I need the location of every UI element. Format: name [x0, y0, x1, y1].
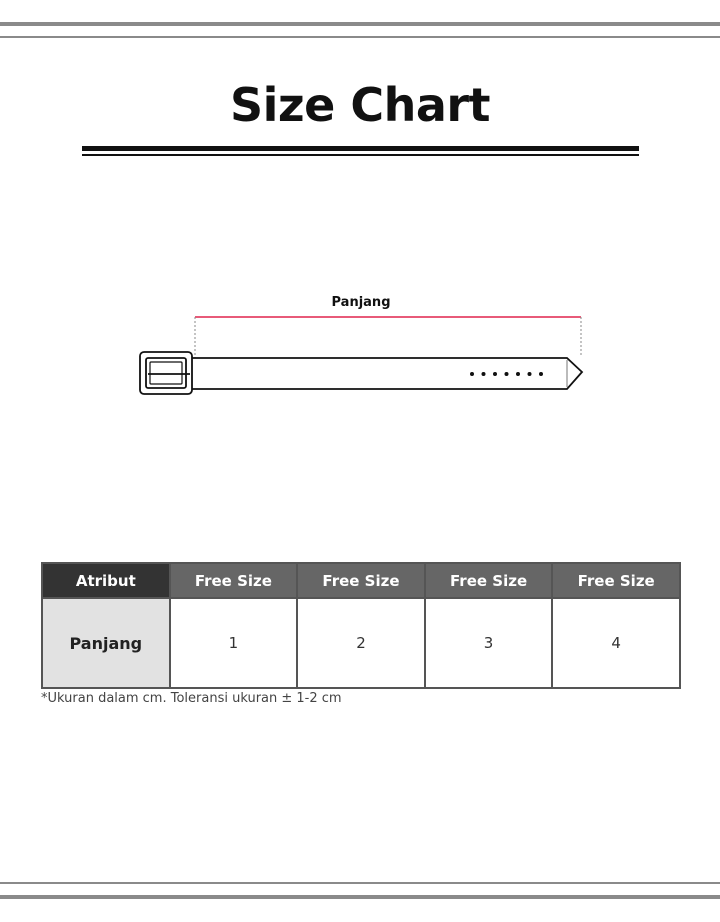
belt-strap	[190, 358, 582, 389]
header-size-1: Free Size	[170, 563, 298, 598]
top-border-inner	[0, 36, 720, 38]
measure-label: Panjang	[331, 295, 391, 310]
table-cell: 3	[425, 598, 553, 688]
belt-hole	[528, 372, 532, 376]
header-atribut: Atribut	[42, 563, 170, 598]
belt-diagram	[0, 280, 720, 400]
size-table	[41, 562, 681, 689]
belt-hole	[493, 372, 497, 376]
header-size-4: Free Size	[552, 563, 680, 598]
header-size-2: Free Size	[297, 563, 425, 598]
page-title: Size Chart	[229, 78, 491, 132]
belt-hole	[482, 372, 486, 376]
table-cell: 4	[552, 598, 680, 688]
belt-hole	[539, 372, 543, 376]
belt-hole	[470, 372, 474, 376]
bottom-border-outer	[0, 895, 720, 899]
belt-buckle	[140, 352, 192, 394]
table-row	[42, 598, 680, 688]
table-header-row	[42, 563, 680, 598]
belt-hole	[505, 372, 509, 376]
bottom-border-inner	[0, 882, 720, 884]
table-cell: 2	[297, 598, 425, 688]
size-note: *Ukuran dalam cm. Toleransi ukuran ± 1-2 cm	[41, 691, 342, 706]
top-border-outer	[0, 22, 720, 26]
header-size-3: Free Size	[425, 563, 553, 598]
table-cell: 1	[170, 598, 298, 688]
title-underline-thin	[82, 154, 639, 156]
belt-hole	[516, 372, 520, 376]
row-label-panjang: Panjang	[42, 598, 170, 688]
title-underline-thick	[82, 146, 639, 151]
